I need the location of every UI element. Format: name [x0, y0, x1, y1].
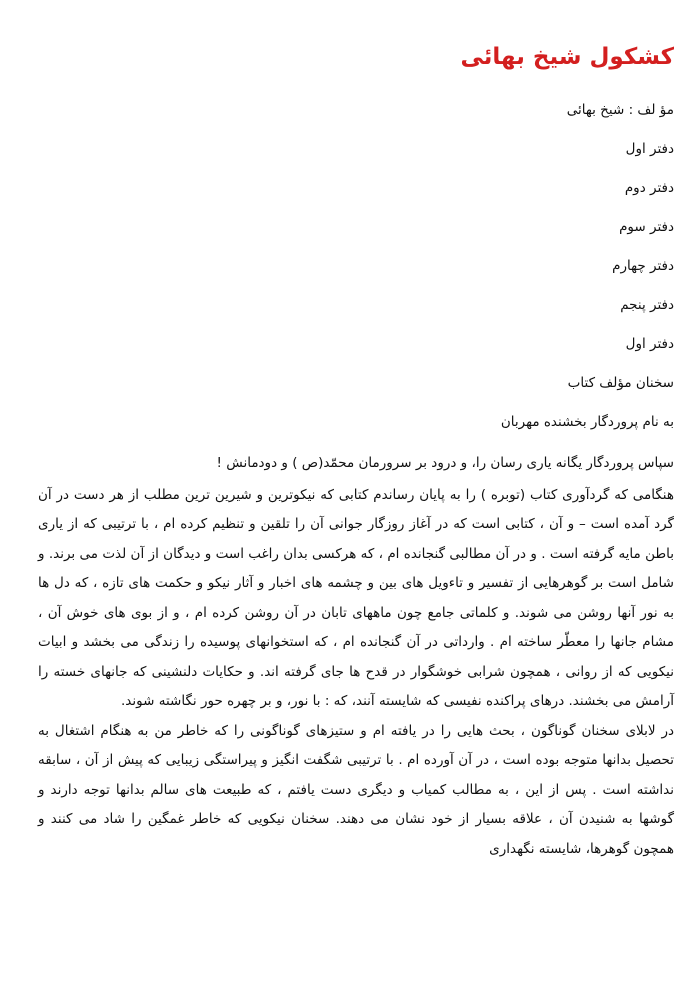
- toc-item: دفتر چهارم: [612, 258, 674, 274]
- toc-item: دفتر اول: [625, 336, 674, 352]
- author-line: مؤ لف : شیخ بهائی: [566, 102, 674, 118]
- opening-paragraph: سپاس پروردگار یگانه یاری رسان را، و درود بر سرورمان محمّد(ص ) و دودمانش !: [216, 455, 674, 471]
- toc-item: سخنان مؤلف کتاب: [567, 375, 674, 391]
- toc-item: دفتر اول: [625, 141, 674, 157]
- table-of-contents: [38, 100, 674, 432]
- basmala-line: به نام پروردگار بخشنده مهربان: [500, 414, 674, 430]
- body-paragraph: هنگامی که گردآوری کتاب (توبره ) را به پایان رساندم کتابی که نیکوترین و شیرین ترین مطلب از هر دست در آن گرد آمده است – و آن ، کتابی است که در آغاز روزگار جوانی آن را تلقین و تنظیم کرده ام ، با ترتیبی که از یاری باطن مایه گرفته است . و در آن مطالبی گنجانده ام ، که هرکسی بدان راغب است و دیدگان از آن لذت می برند. و شامل است بر گوهرهایی از تفسیر و تاءویل های بین و چشمه های اخبار و آثار نیکو و حکمت های تازه ، که دل ها به نور آنها روشن می شوند. و کلماتی جامع چون ماههای تابان در آن روشن کرده ام ، و از بوی های خوش آن ، مشام جانها را معطّر ساخته ام . وارداتی در آن گنجانده ام ، که استخوانهای پوسیده را زندگی می بخشد و ابیات نیکویی که از روانی ، همچون شرابی خوشگوار در قدح ها جای گرفته اند. و حکایات دلنشینی که جانهای خسته را آرامش می بخشند. درهای پراکنده نفیسی که شایسته آنند، که : با نور، و بر چهره حور نگاشته شوند.: [38, 486, 674, 709]
- body-paragraph: در لابلای سخنان گوناگون ، بحث هایی را در یافته ام و ستیزهای گوناگونی را که خاطر من به هنگام اشتغال به تحصیل بدانها متوجه بوده است ، در آن آورده ام . با ترتیبی شگفت انگیز و پیراستگی زیبایی که پیش از آن ، سابقه نداشته است . پس از این ، به مطالب کمیاب و دیگری دست یافتم ، که طبیعت های سالم بدانها توجه دارند و گوشها به شنیدن آن ، علاقه بسیار از خود نشان می دهند. سخنان نیکویی که خاطر غمگین را شاد می کنند و همچون گوهرها، شایسته نگهداری: [38, 722, 674, 857]
- body-text: [38, 449, 674, 864]
- toc-item: دفتر سوم: [619, 219, 674, 235]
- toc-item: دفتر دوم: [624, 180, 674, 196]
- page-title: کشکول شیخ بهائی: [460, 44, 674, 70]
- toc-item: دفتر پنجم: [620, 297, 674, 313]
